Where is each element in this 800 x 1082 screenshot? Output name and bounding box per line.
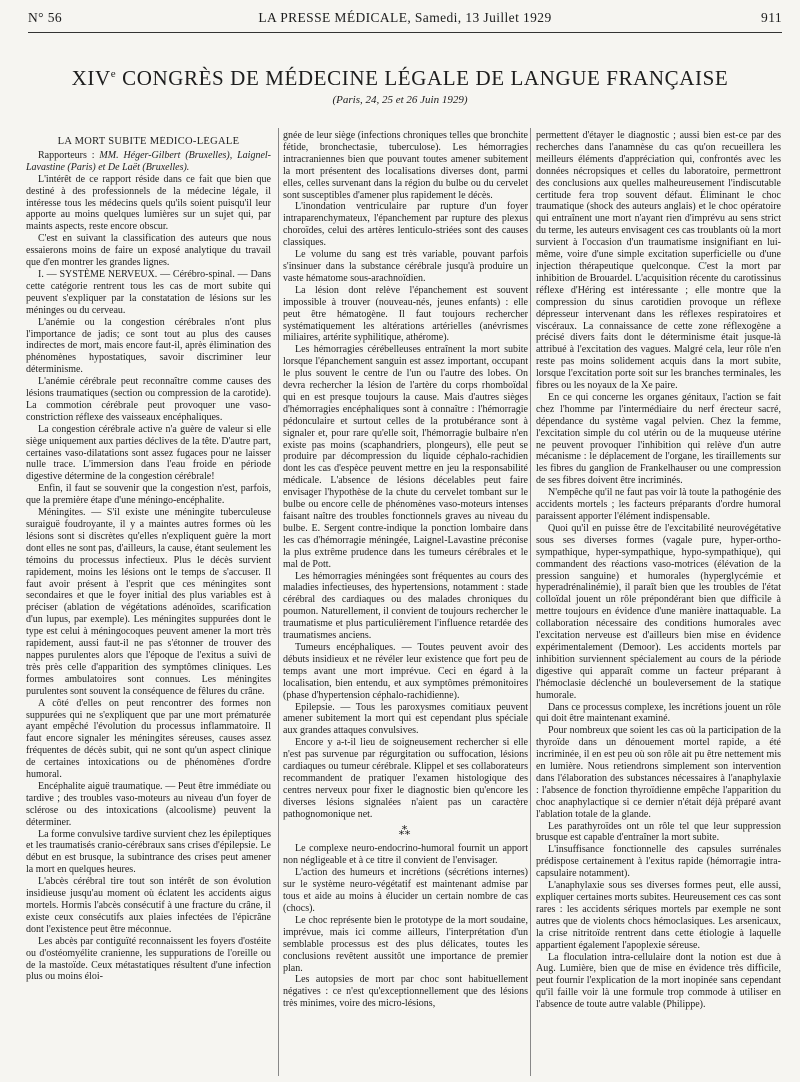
paragraph: Tumeurs encéphaliques. — Toutes peuvent avoir des débuts insidieux et ne révéler leur existence que fort peu de temps avant une mort imprévue. Ceci en égard à la localisation, bien entendu, et aux symptômes prémonitoires (phase d'hypertension céphalo-rachidienne). (283, 641, 528, 701)
issue-number: N° 56 (28, 10, 63, 25)
paragraph: L'anaphylaxie sous ses diverses formes peut, elle aussi, expliquer certaines morts subites. Heureusement ces cas sont rares : les accidents sériques mortels par exemple ne sont autres que de violents chocs hémoclasiques. Les arsenicaux, la crise nitritoïde rentrent dans cette étiologie à laquelle appartient également l'apoplexie séreuse. (536, 880, 781, 951)
paragraph: Le complexe neuro-endocrino-humoral fournit un apport non négligeable et à ce titre il convient de l'envisager. (283, 843, 528, 867)
paragraph: La lésion dont relève l'épanchement est souvent impossible à trouver (nouveau-nés, jeunes enfants) : elle peut être hématogène. Il faut toujours rechercher systématiquement les altérations artérielles (anévrismes miliaires, artérite syphilitique, athérome). (283, 284, 528, 344)
paragraph: L'inondation ventriculaire par rupture d'un foyer intraparenchymateux, l'épanchement par rupture des plexus choroïdes, celui des artères lenticulo-striées sont des causes classiques. (283, 201, 528, 249)
paragraph: I. — SYSTÈME NERVEUX. — Cérébro-spinal. — Dans cette catégorie rentrent tous les cas de mort subite qui peuvent s'expliquer par la constatation de lésions sur les méninges ou du cerveau. (26, 268, 271, 316)
paragraph: Méningites. — S'il existe une méningite tuberculeuse suraiguë foudroyante, il y a maintes autres formes où les lésions sont si discrètes qu'elles n'expliquent guère la mort dont elles ne sont pas, d'ailleurs, la cause, étant seulement les témoins du processus infectieux. Plus le décès survient rapidement, moins les lésions ont le temps de s'accuser. Il faut avoir présent à l'esprit que ces méningites sont secondaires et que le foyer initial des plus variables est à préciser (ablation de végétations adénoïdes, scarification d'un lupus, par exemple). Les méningites suppurées dont le type est celui à méningocoques peuvent amener la mort très rapidement, aussi faut-il ne pas s'étonner de trouver des nappes purulentes alors que l'époque de l'exitus a suivi de très près celle d'apparition des symptômes cliniques. Les formes ambulatoires sont connues. Les méningites purulentes sont souvent la conséquence de fêlures du crâne. (26, 507, 271, 697)
header-rule (28, 32, 782, 33)
section-title: LA MORT SUBITE MÉDICO-LÉGALE (57, 136, 240, 147)
journal-title: LA PRESSE MÉDICALE, Samedi, 13 Juillet 1929 (258, 10, 552, 25)
paragraph: En ce qui concerne les organes génitaux, l'action se fait chez l'homme par l'intermédiaire du nerf érecteur sacré, dépendance du système vagal pelvien. Chez la femme, l'excitation simple du col utérin ou de la muqueuse utérine ne peuvent provoquer l'inhibition qui relève d'un autre mécanisme : le déplacement de l'organe, les tiraillements sur les fibres du ganglion de Frankelhauser ou une compression de ses fibres doivent être incriminés. (536, 391, 781, 487)
column-1 (26, 136, 271, 1081)
rapporteurs-names: MM. Héger-Gilbert (Bruxelles), Laignel-Lavastine (Paris) et De Laët (Bruxelles). (26, 149, 271, 173)
congress-title (0, 66, 800, 91)
paragraph: Le volume du sang est très variable, pouvant parfois s'insinuer dans la substance cérébrale jusqu'à produire un vaste hématome sous-arachnoïdien. (283, 249, 528, 284)
paragraph: permettent d'étayer le diagnostic ; aussi bien est-ce par des recherches dans l'anamnèse du cas qu'on recueillera les meilleurs éléments d'appréciation qui, confrontés avec les données nécropsiques et celles du laboratoire, permettront des conclusions aux quelles malheureusement l'indiscutable certitude fera trop souvent défaut. Éliminant le choc traumatique (shock des auteurs anglais) et le choc opératoire qui entraînent une mort n'ayant rien d'imprévu au sens strict du terme, les auteurs envisagent ces cas troublants où la mort survient à l'occasion d'un traumatisme insignifiant en lui-même, voire d'une simple excitation superficielle ou d'une injection thérapeutique quelconque. C'est la mort par inhibition de Brouardel. L'acquisition récente du carotissinus réflexe d'Héring est intéressante ; elle montre que la compression du sinus carotidien provoque un réflexe dépresseur intervenant dans les réflexes respiratoires et viscéraux. La connaissance de cette zone réflexogène a précisé divers faits dont le déterminisme était jusque-là attribué à l'excitation des vagues. Malgré cela, leur rôle n'en reste pas moins solidement acquis dans la mort subite, lorsque l'excitation porte soit sur les branches terminales, les fibres ou les noyaux de la Xe paire. (536, 130, 781, 392)
paragraph: gnée de leur siège (infections chroniques telles que bronchite fétide, bronchectasie, tuberculose). Les hémorragies intracraniennes bien que pouvant toutes amener subitement la mort présentent des localisations diverses dont, parmi elles, celles survenant dans la région du bulbe ou du cervelet sont susceptibles d'amener plus rapidement le décès. (283, 130, 528, 201)
congress-ordinal-suffix: e (110, 68, 117, 80)
column-divider (530, 128, 531, 1076)
paragraph: L'anémie cérébrale peut reconnaître comme causes des lésions traumatiques (section ou compression de la carotide). La commotion cérébrale peut provoquer une vaso-constriction réflexe des vaisseaux encéphaliques. (26, 376, 271, 423)
page-number: 911 (761, 10, 782, 25)
congress-dates: (Paris, 24, 25 et 26 Juin 1929) (332, 94, 468, 106)
paragraph: L'anémie ou la congestion cérébrales n'ont plus l'importance de jadis; ce sont tout au plus des causes indirectes de mort, mais encore faut-il, après élimination des phénomènes hypostatiques, savoir discriminer leur déterminisme. (26, 316, 271, 376)
column-2 (283, 130, 528, 1075)
paragraph: L'abcès cérébral tire tout son intérêt de son évolution insidieuse jusqu'au moment où éclatent les accidents aigus mortels. Hormis l'abcès consécutif à une fracture du crâne, il existe ceux consécutifs aux plaies infectées de l'épicrâne dont l'existence peut être méconnue. (26, 876, 271, 935)
paragraph: A côté d'elles on peut rencontrer des formes non suppurées qui ne s'expliquent que par une mort prématurée ayant empêché l'évolution du processus inflammatoire. Il faut encore signaler les méningites séreuses, causes assez fréquentes de décès subit, qui ne sont qu'un aspect clinique de certaines intoxications ou de phénomènes d'ordre humoral. (26, 697, 271, 781)
paragraph: Les hémorragies cérébelleuses entraînent la mort subite lorsque l'épanchement sanguin est assez important, occupant le plus souvent le centre de l'un ou l'autre des lobes. On devra rechercher la lésion de l'artère du corps rhomboïdal qui en est presque toujours la cause. Mais d'autres sièges d'hémorragies encéphaliques sont à connaître : l'hémorragie pédonculaire et surtout celles de la protubérance sont à signaler et, pour rare qu'elle soit, l'hémorragie bulbaire n'en existe pas moins (scaphandriers, plongeurs), elle peut se produire par décompression du liquide céphalo-rachidien dont les cas d'espèce peuvent mettre en jeu la responsabilité médicale. L'absence de lésions décelables peut faire envisager l'hypothèse de la chute du cervelet tombant sur le bulbe ou encore celle de phénomènes vaso-moteurs intenses faisant naître des troubles fonctionnels graves au niveau du bulbe. E. Sergent contre-indique la ponction lombaire dans les cas d'hémorragie méningée, Laignel-Lavastine préconise la plus extrême prudence dans les tumeurs cérébrales et le mal de Pott. (283, 344, 528, 570)
congress-name: CONGRÈS DE MÉDECINE LÉGALE DE LANGUE FRANÇAISE (122, 66, 729, 90)
paragraph: Pour nombreux que soient les cas où la participation de la thyroïde dans un dénouement mortel rapide, a été incriminée, il en est peu où son rôle ait pu être nettement mis en lumière. Nous retiendrons simplement son intervention dans l'élaboration des substances nécessaires à l'anaphylaxie : l'absence de fonction thyroïdienne empêche l'apparition du choc anaphylactique si ce dernier n'était déjà préparé avant l'ablation totale de la glande. (536, 725, 781, 820)
rapporteurs-line (26, 150, 271, 174)
paragraph: Quoi qu'il en puisse être de l'excitabilité neurovégétative sous ses diverses formes (vagale pure, hyper-ortho-sympathique, hyper-sympathique, hypo-sympathique), qui commandent des réactions vaso-motrices (élévation de la pression sanguine) et humorales (hyperglycémie et hyperadrénalinémie), il paraît bien que les troubles de l'état colloïdal jouent un rôle prépondérant bien que difficile à mettre toujours en évidence d'une manière inattaquable. La collaboration nécessaire des conditions humorales avec l'excitation nerveuse est d'ailleurs bien mise en évidence expérimentalement (Demoor). Les accidents mortels par inhibition surviennent spécialement au cours de la période digestive qui apparaît comme un facteur préparant à l'hémoclasie déclenché un bouleversement de la statique humorale. (536, 522, 781, 701)
column-3 (536, 130, 781, 1075)
paragraph: Les autopsies de mort par choc sont habituellement négatives : ce n'est qu'exceptionnellement que des lésions très minimes, voire des micro-lésions, (283, 974, 528, 1010)
paragraph: Le choc représente bien le prototype de la mort soudaine, imprévue, mais ici comme ailleurs, l'interprétation d'un semblable processus est des plus délicates, toutes les conclusions revêtent aussitôt une importance de premier plan. (283, 914, 528, 974)
rapporteurs-label: Rapporteurs : (38, 149, 95, 161)
running-header (28, 10, 782, 30)
section-separator: ⁂ (398, 823, 413, 838)
paragraph: C'est en suivant la classification des auteurs que nous essaierons moins de faire un exposé analytique du travail que d'en montrer les grandes lignes. (26, 233, 271, 269)
congress-ordinal: XIV (71, 66, 111, 90)
paragraph: Enfin, il faut se souvenir que la congestion n'est, parfois, que la première étape d'une méningo-encéphalite. (26, 483, 271, 507)
paragraph: Les parathyroïdes ont un rôle tel que leur suppression brusque est capable d'entraîner la mort subite. (536, 820, 781, 844)
column-divider (278, 128, 279, 1076)
paragraph: Dans ce processus complexe, les incrétions jouent un rôle qui doit être maintenant examiné. (536, 701, 781, 725)
paragraph: La forme convulsive tardive survient chez les épileptiques et les traumatisés cranio-cérébraux sans crises d'épilepsie. Le début en est brusque, la subintrance des crises peut amener la mort en quelques heures. (26, 828, 271, 876)
paragraph: L'action des humeurs et incrétions (sécrétions internes) sur le système neuro-végétatif est maintenant admise par tous et aide au moins à élucider un certain nombre de cas (chocs). (283, 867, 528, 914)
paragraph: L'insuffisance fonctionnelle des capsules surrénales prédispose certainement à l'exitus rapide (hémorragie intra-capsulaire notamment). (536, 844, 781, 880)
paragraph: Epilepsie. — Tous les paroxysmes comitiaux peuvent amener subitement la mort qui est cependant plus spéciale aux grandes attaques convulsives. (283, 701, 528, 737)
paragraph: Les hémorragies méningées sont fréquentes au cours des maladies infectieuses, des hypertensions, notamment : stade cérébral des cardiaques ou des malades chroniques du poumon. Naturellement, il convient de toujours rechercher le traumatisme et plus particulièrement l'influence retardée des traumatismes anciens. (283, 570, 528, 642)
paragraph: La congestion cérébrale active n'a guère de valeur si elle siège uniquement aux parties déclives de la tête. D'autre part, certaines vaso-dilatations sont assez fugaces pour ne laisser nulle trace. L'immersion dans l'eau froide en période digestive détermine de la congestion cérébrale! (26, 423, 271, 483)
paragraph: Encéphalite aiguë traumatique. — Peut être immédiate ou tardive ; des troubles vaso-moteurs au niveau d'un foyer de sclérose ou des intoxications (alcoolisme) peuvent la déterminer. (26, 780, 271, 828)
paragraph: Encore y a-t-il lieu de soigneusement rechercher si elle n'est pas survenue par régurgitation ou suffocation, lésions cardiaques ou tumeur cérébrale. Klippel et ses collaborateurs recommandent de pratiquer l'examen histologique des centres nerveux pour fixer le diagnostic bien qu'encore les diverses lésions signalées n'aient pas un caractère pathognomonique net. (283, 737, 528, 820)
paragraph: N'empêche qu'il ne faut pas voir là toute la pathogénie des accidents mortels ; les facteurs préparants d'ordre humoral paraissent apporter l'élément indispensable. (536, 487, 781, 522)
paragraph: Les abcès par contiguïté reconnaissent les foyers d'ostéite ou d'ostéomyélite cranienne, les suppurations de l'oreille ou de la mastoïde. Ceux métastatiques résultent d'une infection plus ou moins éloi- (26, 935, 271, 983)
paragraph: L'intérêt de ce rapport réside dans ce fait que bien que destiné à des professionnels de la médecine légale, il intéresse tous les médecins quels qu'ils soient puisqu'il leur apporte au moins quelques lumières sur un sujet qui, par maints aspects, reste encore obscur. (26, 173, 271, 233)
paragraph: La floculation intra-cellulaire dont la notion est due à Aug. Lumière, bien que de mise en évidence très difficile, peut fournir l'explication de la mort inopinée sans cependant qu'il faille voir là une formule trop commode à utiliser en l'absence de toute autre valable (Philippe). (536, 951, 781, 1011)
